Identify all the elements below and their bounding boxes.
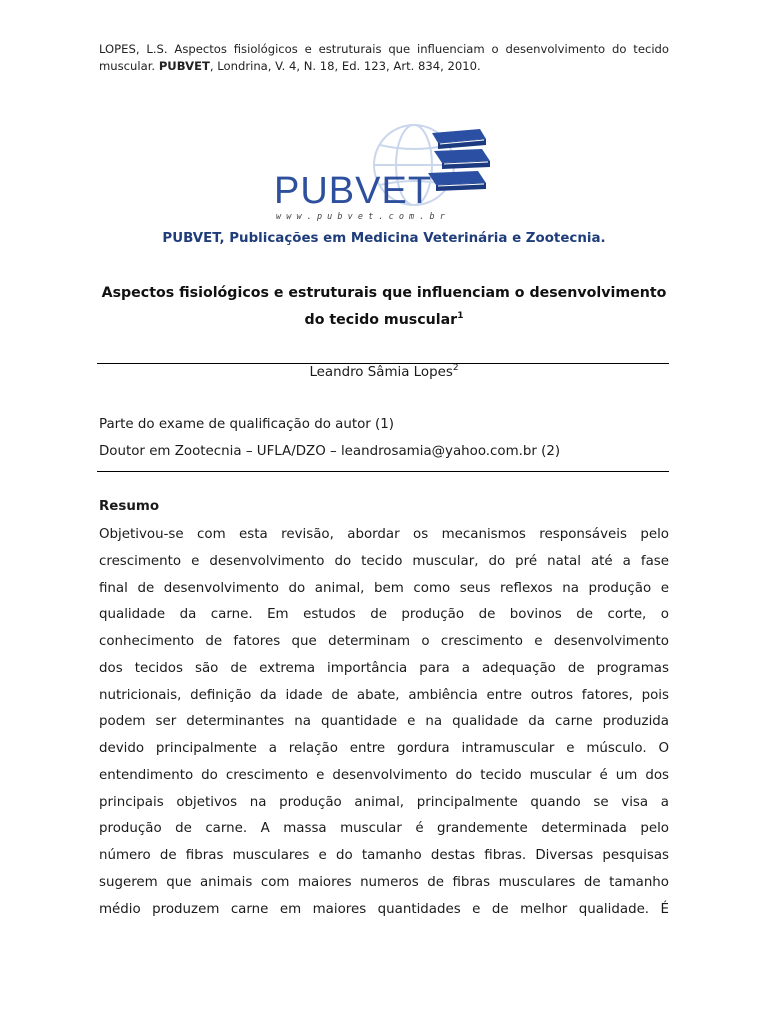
citation-prefix: LOPES, L.S. Aspectos fisiológicos e estruturais que influenciam o desenvolvimento do tecido muscular. <box>99 42 669 73</box>
abstract-line: final de desenvolvimento do animal, bem como seus reflexos na produção e <box>99 580 669 596</box>
author-footnote-mark: 2 <box>452 363 459 373</box>
pubvet-logo <box>272 119 494 223</box>
logo-wordmark: PUBVET <box>274 170 433 212</box>
title-footnote-mark: 1 <box>457 311 464 321</box>
logo-url: w w w . p u b v e t . c o m . b r <box>276 212 445 222</box>
books-icon <box>428 129 490 191</box>
abstract-line: crescimento e desenvolvimento do tecido muscular, do pré natal até a fase <box>99 553 669 569</box>
paper-title <box>99 280 669 334</box>
abstract-line: sugerem que animais com maiores numeros de fibras musculares de tamanho <box>99 874 669 890</box>
abstract-body <box>99 522 669 923</box>
author-name: Leandro Sâmia Lopes <box>309 365 453 380</box>
abstract-line: entendimento do crescimento e desenvolvimento do tecido muscular é um dos <box>99 767 669 783</box>
publisher-name: PUBVET, Publicações em Medicina Veterinária e Zootecnia. <box>162 231 606 246</box>
citation-journal: PUBVET <box>158 59 210 73</box>
citation-suffix: , Londrina, V. 4, N. 18, Ed. 123, Art. 834, 2010. <box>209 59 481 73</box>
running-header-citation <box>99 41 669 75</box>
footnote-2: Doutor em Zootecnia – UFLA/DZO – leandrosamia@yahoo.com.br (2) <box>99 444 561 459</box>
abstract-line: médio produzem carne em maiores quantidades e de melhor qualidade. É <box>99 901 669 917</box>
abstract-line: conhecimento de fatores que determinam o crescimento e desenvolvimento <box>99 634 669 649</box>
abstract-line: qualidade da carne. Em estudos de produção de bovinos de corte, o <box>99 607 669 623</box>
abstract-line: devido principalmente a relação entre gordura intramuscular e músculo. O <box>99 741 669 756</box>
abstract-heading: Resumo <box>99 499 160 514</box>
footnote-1: Parte do exame de qualificação do autor (1) <box>99 417 395 432</box>
abstract-line: número de fibras musculares e do tamanho destas fibras. Diversas pesquisas <box>99 848 669 863</box>
divider-bottom <box>97 471 669 472</box>
title-line-2 <box>99 307 669 334</box>
pubvet-logo-graphic <box>272 119 494 223</box>
abstract-line: principais objetivos na produção animal, principalmente quando se visa a <box>99 794 669 810</box>
abstract-line: Objetivou-se com esta revisão, abordar os mecanismos responsáveis pelo <box>99 527 669 542</box>
abstract-line: dos tecidos são de extrema importância para a adequação de programas <box>99 660 669 676</box>
author-line <box>0 365 768 380</box>
title-line-1: Aspectos fisiológicos e estruturais que influenciam o desenvolvimento <box>101 285 667 301</box>
abstract-line: produção de carne. A massa muscular é grandemente determinada pelo <box>99 821 669 837</box>
divider-top <box>97 363 669 364</box>
title-line-2-text: do tecido muscular <box>304 312 458 328</box>
abstract-line: podem ser determinantes na quantidade e na qualidade da carne produzida <box>99 714 669 730</box>
abstract-line: nutricionais, definição da idade de abate, ambiência entre outros fatores, pois <box>99 687 669 703</box>
